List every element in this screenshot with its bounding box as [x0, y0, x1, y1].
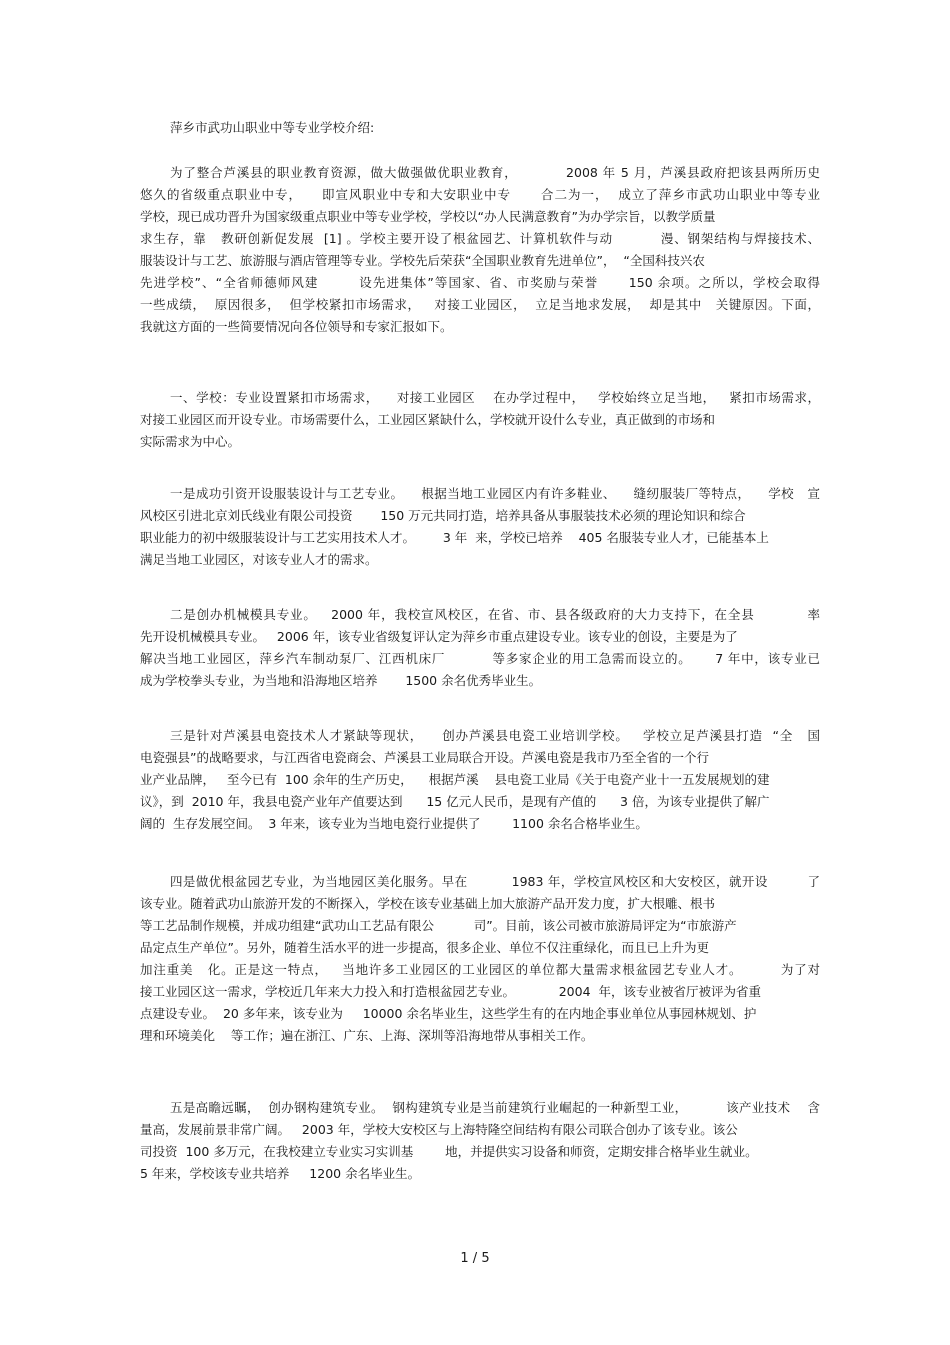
paragraph-section-one — [140, 387, 820, 453]
text-line: 悠久的省级重点职业中专， 即宣风职业中专和大安职业中专 合二为一， 成立了萍乡市武功山职业中等专业 — [140, 187, 820, 202]
text-line: 议》，到 2010 年，我县电瓷产业年产值要达到 15 亿元人民币，是现有产值的 3 倍，为该专业提供了解广 — [140, 794, 770, 809]
paragraph-mould-major — [140, 604, 820, 692]
paragraph-garment-major — [140, 483, 820, 571]
text-line: 该专业。随着武功山旅游开发的不断探入，学校在该专业基础上加大旅游产品开发力度，扩大根雕、根书 — [140, 896, 716, 911]
text-line: 服装设计与工艺、旅游服与酒店管理等专业。学校先后荣获“全国职业教育先进单位”， “全国科技兴农 — [140, 253, 705, 268]
paragraph-bonsai-major — [140, 871, 820, 1047]
text-line: 四是做优根盆园艺专业，为当地园区美化服务。早在 1983 年，学校宣风校区和大安校区，就开设 了 — [170, 874, 820, 889]
text-line: 成为学校拳头专业，为当地和沿海地区培养 1500 余名优秀毕业生。 — [140, 673, 542, 688]
text-line: 实际需求为中心。 — [140, 434, 241, 449]
text-line: 量高，发展前景非常广阔。 2003 年，学校大安校区与上海特隆空间结构有限公司联合创办了该专业。该公 — [140, 1122, 738, 1137]
text-line: 加注重美 化。正是这一特点， 当地许多工业园区的工业园区的单位都大量需求根盆园艺专业人才。 为了对 — [140, 962, 820, 977]
text-line: 三是针对芦溪县电瓷技术人才紧缺等现状， 创办芦溪县电瓷工业培训学校。 学校立足芦溪县打造 “全 国 — [170, 728, 820, 743]
text-line: 先开设机械模具专业。 2006 年，该专业省级复评认定为萍乡市重点建设专业。该专业的创设，主要是为了 — [140, 629, 738, 644]
paragraph-porcelain-major — [140, 725, 820, 835]
text-line: 职业能力的初中级服装设计与工艺实用技术人才。 3 年 来，学校已培养 405 名服装专业人才，已能基本上 — [140, 530, 769, 545]
paragraph-steel-major — [140, 1097, 820, 1185]
text-line: 5 年来，学校该专业共培养 1200 余名毕业生。 — [140, 1166, 421, 1181]
text-line: 一、学校：专业设置紧扣市场需求， 对接工业园区 在办学过程中， 学校始终立足当地， 紧扣市场需求， — [170, 390, 820, 405]
text-line: 一是成功引资开设服装设计与工艺专业。 根据当地工业园区内有许多鞋业、 缝纫服装厂等特点， 学校 宣 — [170, 486, 820, 501]
text-line: 业产业品牌， 至今已有 100 余年的生产历史， 根据芦溪 县电瓷工业局《关于电瓷产业十一五发展规划的建 — [140, 772, 770, 787]
text-line: 电瓷强县”的战略要求，与江西省电瓷商会、芦溪县工业局联合开设。芦溪电瓷是我市乃至全省的一个行 — [140, 750, 709, 765]
text-line: 学校，现已成功晋升为国家级重点职业中等专业学校，学校以“办人民满意教育”为办学宗旨，以教学质量 — [140, 209, 716, 224]
paragraph-intro — [140, 162, 820, 338]
text-line: 司投资 100 多万元，在我校建立专业实习实训基 地，并提供实习设备和师资，定期安排合格毕业生就业。 — [140, 1144, 758, 1159]
text-line: 为了整合芦溪县的职业教育资源，做大做强做优职业教育， 2008 年 5 月，芦溪县政府把该县两所历史 — [170, 165, 820, 180]
document-title — [140, 117, 820, 139]
text-line: 理和环境美化 等工作；遍在浙江、广东、上海、深圳等沿海地带从事相关工作。 — [140, 1028, 594, 1043]
page-indicator: 1 / 5 — [460, 1251, 490, 1266]
text-line: 五是高瞻远瞩， 创办钢构建筑专业。 钢构建筑专业是当前建筑行业崛起的一种新型工业， 该产业技术 含 — [170, 1100, 820, 1115]
text-line: 我就这方面的一些简要情况向各位领导和专家汇报如下。 — [140, 319, 453, 334]
text-line: 解决当地工业园区，萍乡汽车制动泵厂、江西机床厂 等多家企业的用工急需而设立的。 7 年中，该专业已 — [140, 651, 820, 666]
text-line: 对接工业园区而开设专业。市场需要什么，工业园区紧缺什么，学校就开设什么专业，真正做到的市场和 — [140, 412, 716, 427]
text-line: 点建设专业。 20 多年来，该专业为 10000 余名毕业生，这些学生有的在内地企事业单位从事园林规划、护 — [140, 1006, 757, 1021]
title-line: 萍乡市武功山职业中等专业学校介绍: — [170, 120, 375, 135]
text-line: 等工艺品制作规模，并成功组建“武功山工艺品有限公 司”。目前，该公司被市旅游局评定为“市旅游产 — [140, 918, 737, 933]
text-line: 求生存，靠 教研创新促发展 [1] 。学校主要开设了根盆园艺、计算机软件与动 漫、钢架结构与焊接技术、 — [140, 231, 820, 246]
text-line: 接工业园区这一需求，学校近几年来大力投入和打造根盆园艺专业。 2004 年，该专业被省厅被评为省重 — [140, 984, 761, 999]
text-line: 二是创办机械模具专业。 2000 年，我校宣风校区，在省、市、县各级政府的大力支持下，在全县 率 — [170, 607, 820, 622]
text-line: 满足当地工业园区，对该专业人才的需求。 — [140, 552, 378, 567]
text-line: 阔的 生存发展空间。 3 年来，该专业为当地电瓷行业提供了 1100 余名合格毕业生。 — [140, 816, 648, 831]
text-line: 风校区引进北京刘氏线业有限公司投资 150 万元共同打造，培养具备从事服装技术必须的理论知识和综合 — [140, 508, 746, 523]
text-line: 品定点生产单位”。另外，随着生活水平的进一步提高，很多企业、单位不仅注重绿化，而且已上升为更 — [140, 940, 709, 955]
text-line: 一些成绩， 原因很多， 但学校紧扣市场需求， 对接工业园区， 立足当地求发展， 却是其中 关键原因。下面， — [140, 297, 820, 312]
text-line: 先进学校”、“全省师德师风建 设先进集体”等国家、省、市奖励与荣誉 150 余项。之所以，学校会取得 — [140, 275, 820, 290]
